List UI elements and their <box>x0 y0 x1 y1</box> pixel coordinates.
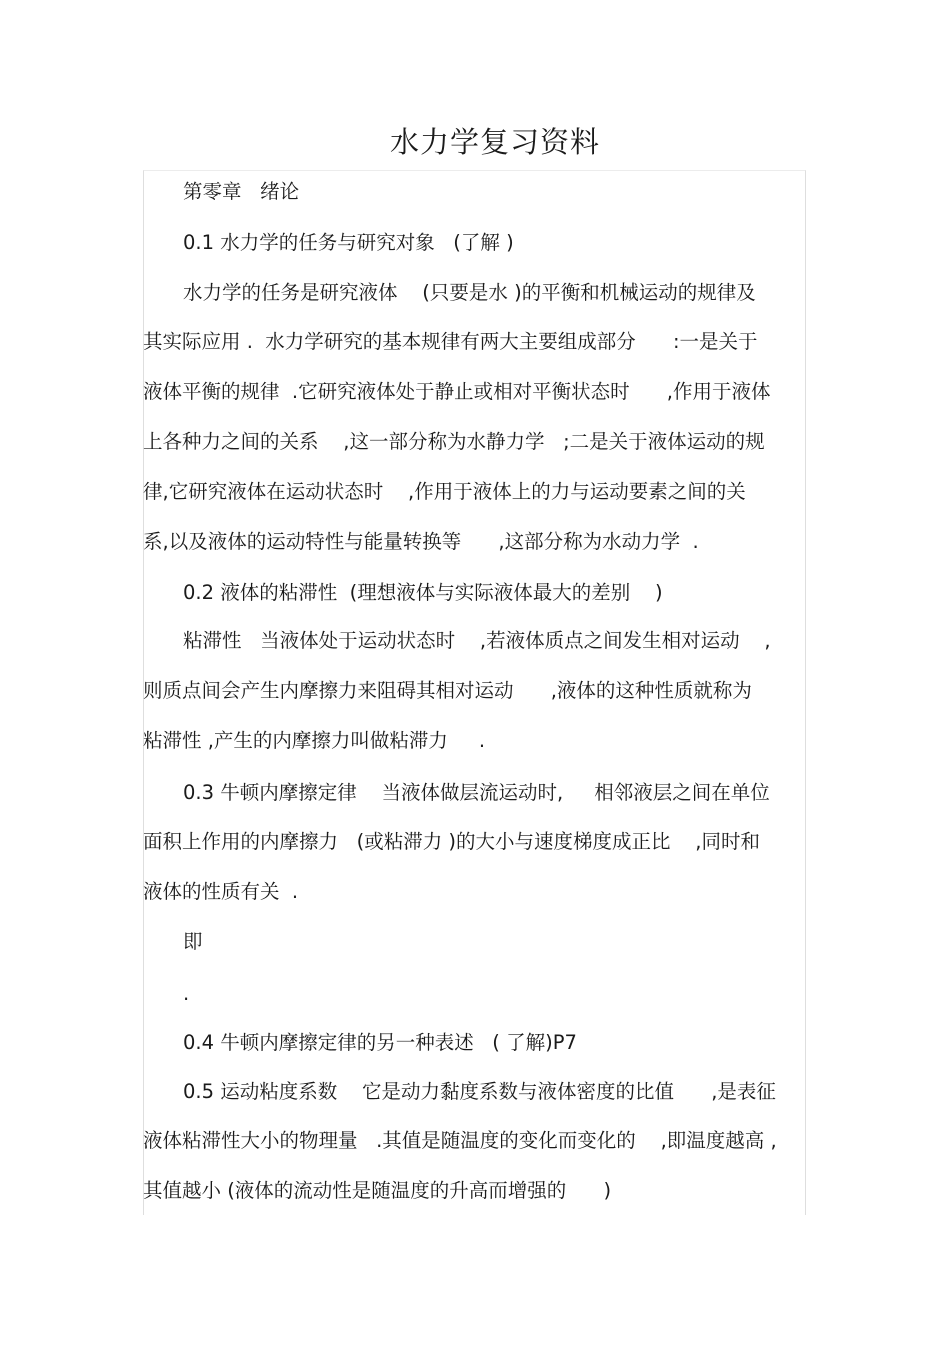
paragraph-line: 粘滞性 ,产生的内摩擦力叫做粘滞力 . <box>143 729 486 752</box>
formula-terminator: . <box>183 982 190 1005</box>
section-heading-0-3: 0.3 牛顿内摩擦定律 当液体做层流运动时, 相邻液层之间在单位 <box>183 781 770 804</box>
chapter-heading: 第零章 绪论 <box>183 180 300 203</box>
paragraph-line: 则质点间会产生内摩擦力来阻碍其相对运动 ,液体的这种性质就称为 <box>143 679 752 702</box>
paragraph-line: 水力学的任务是研究液体 (只要是水 )的平衡和机械运动的规律及 <box>183 281 756 304</box>
paragraph-line: 律,它研究液体在运动状态时 ,作用于液体上的力与运动要素之间的关 <box>143 480 746 503</box>
section-heading-0-2: 0.2 液体的粘滞性 (理想液体与实际液体最大的差别 ) <box>183 581 663 604</box>
paragraph-line: 粘滞性 当液体处于运动状态时 ,若液体质点之间发生相对运动 , <box>183 629 771 652</box>
paragraph-line: 液体平衡的规律 .它研究液体处于静止或相对平衡状态时 ,作用于液体 <box>143 380 771 403</box>
page-title: 水力学复习资料 <box>389 125 600 159</box>
paragraph-line: 液体的性质有关 . <box>143 880 299 903</box>
section-heading-0-1: 0.1 水力学的任务与研究对象 (了解 ) <box>183 231 514 254</box>
paragraph-line: 面积上作用的内摩擦力 (或粘滞力 )的大小与速度梯度成正比 ,同时和 <box>143 830 761 853</box>
section-heading-0-4: 0.4 牛顿内摩擦定律的另一种表述 ( 了解)P7 <box>183 1031 577 1054</box>
formula-intro: 即 <box>183 930 203 953</box>
paragraph-line: 其实际应用 . 水力学研究的基本规律有两大主要组成部分 :一是关于 <box>143 330 758 353</box>
paragraph-line: 上各种力之间的关系 ,这一部分称为水静力学 ;二是关于液体运动的规 <box>143 430 765 453</box>
paragraph-line: 其值越小 (液体的流动性是随温度的升高而增强的 ) <box>143 1179 612 1202</box>
paragraph-line: 液体粘滞性大小的物理量 .其值是随温度的变化而变化的 ,即温度越高 , <box>143 1129 777 1152</box>
paragraph-line: 系,以及液体的运动特性与能量转换等 ,这部分称为水动力学 . <box>143 530 699 553</box>
section-heading-0-5: 0.5 运动粘度系数 它是动力黏度系数与液体密度的比值 ,是表征 <box>183 1080 776 1103</box>
